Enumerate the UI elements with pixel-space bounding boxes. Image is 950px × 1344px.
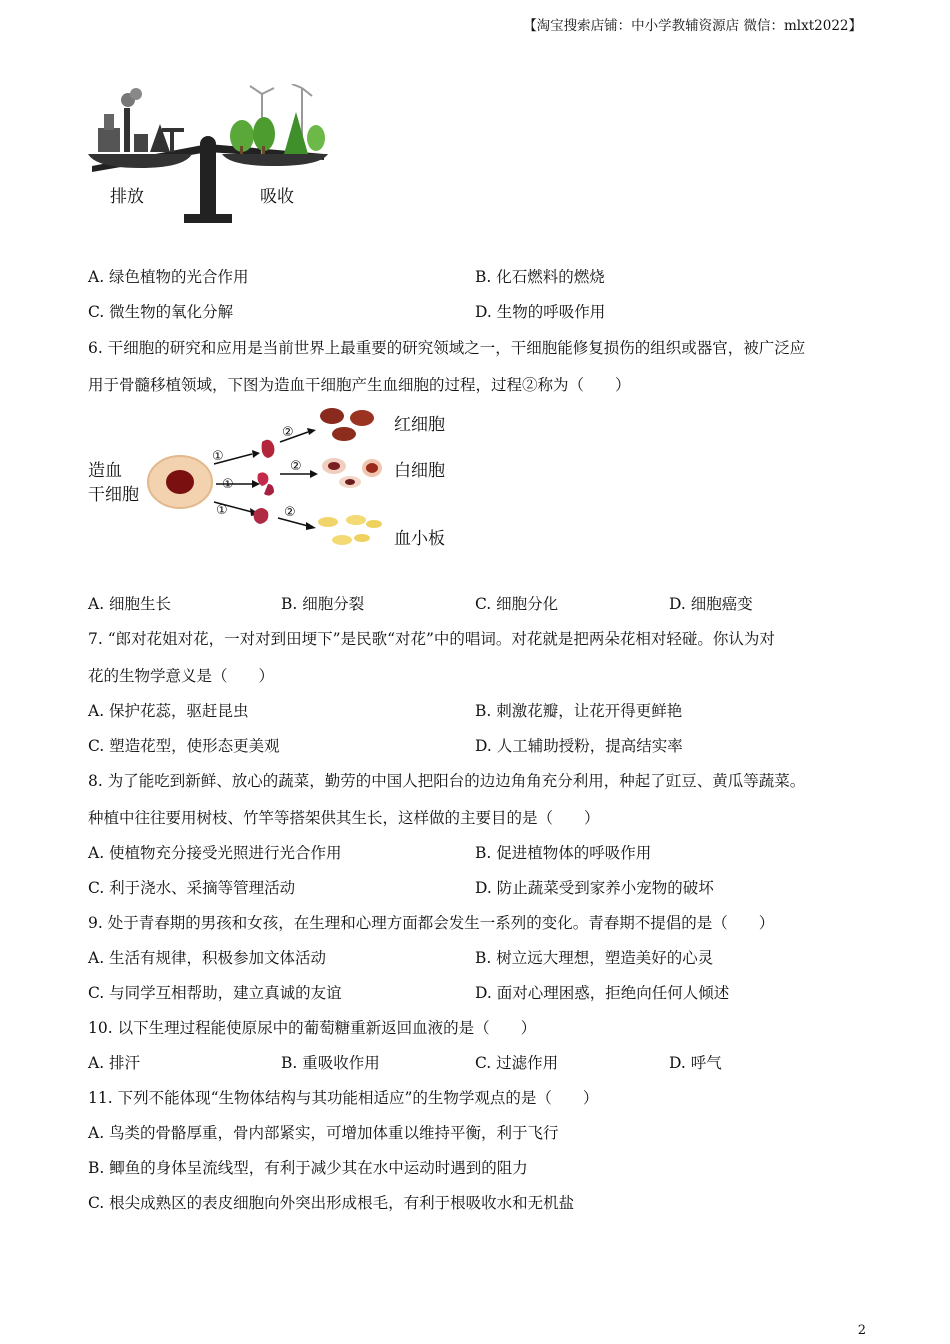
q7-stem-line2: 花的生物学意义是（ ） (88, 667, 275, 685)
step1-label-mid: ① (222, 477, 234, 492)
q10-option-d: D. 呼气 (669, 1054, 722, 1072)
q8-option-b: B. 促进植物体的呼吸作用 (475, 844, 652, 862)
q7-option-b: B. 刺激花瓣，让花开得更鲜艳 (475, 702, 683, 720)
q5-option-b: B. 化石燃料的燃烧 (475, 268, 605, 286)
q8-stem-line2: 种植中往往要用树枝、竹竿等搭架供其生长，这样做的主要目的是（ ） (88, 809, 600, 827)
q7-option-a: A. 保护花蕊，驱赶昆虫 (88, 702, 249, 720)
q7-stem-line1: 7. “郎对花姐对花，一对对到田埂下”是民歌“对花”中的唱词。对花就是把两朵花相对轻碰。你认为对 (88, 630, 775, 648)
q9-option-a: A. 生活有规律，积极参加文体活动 (88, 949, 327, 967)
q6-option-a: A. 细胞生长 (88, 595, 172, 613)
q6-stem-line1: 6. 干细胞的研究和应用是当前世界上最重要的研究领域之一，干细胞能修复损伤的组织或器官，被广泛应 (88, 339, 806, 357)
q5-option-d: D. 生物的呼吸作用 (475, 303, 606, 321)
red-cell-label: 红细胞 (394, 415, 445, 435)
carbon-balance-figure (84, 84, 334, 229)
red-blood-cells-icon (320, 408, 374, 441)
q11-stem-line1: 11. 下列不能体现“生物体结构与其功能相适应”的生物学观点的是（ ） (88, 1089, 599, 1107)
q6-option-c: C. 细胞分化 (475, 595, 559, 613)
step2-label-mid: ② (290, 459, 302, 474)
q10-stem-line1: 10. 以下生理过程能使原尿中的葡萄糖重新返回血液的是（ ） (88, 1019, 537, 1037)
q10-option-b: B. 重吸收作用 (281, 1054, 380, 1072)
q9-stem-line1: 9. 处于青春期的男孩和女孩，在生理和心理方面都会发生一系列的变化。青春期不提倡的是（ ） (88, 914, 775, 932)
q6-option-d: D. 细胞癌变 (669, 595, 753, 613)
q8-option-d: D. 防止蔬菜受到家养小宠物的破坏 (475, 879, 714, 897)
q6-option-b: B. 细胞分裂 (281, 595, 365, 613)
page-number: 2 (857, 1323, 866, 1338)
balance-left-label: 排放 (110, 187, 144, 207)
q5-option-c: C. 微生物的氧化分解 (88, 303, 234, 321)
step1-label-top: ① (212, 449, 224, 464)
page-header: 【淘宝搜索店铺：中小学教辅资源店 微信：mlxt2022】 (523, 18, 862, 34)
q7-option-c: C. 塑造花型，使形态更美观 (88, 737, 280, 755)
q11-option-c: C. 根尖成熟区的表皮细胞向外突出形成根毛，有利于根吸收水和无机盐 (88, 1194, 575, 1212)
q5-option-a: A. 绿色植物的光合作用 (88, 268, 249, 286)
q11-option-b: B. 鲫鱼的身体呈流线型，有利于减少其在水中运动时遇到的阻力 (88, 1159, 528, 1177)
q9-option-c: C. 与同学互相帮助，建立真诚的友谊 (88, 984, 342, 1002)
q7-option-d: D. 人工辅助授粉，提高结实率 (475, 737, 683, 755)
blood-cell-figure (84, 402, 464, 562)
step2-label-bottom: ② (284, 505, 296, 520)
step2-label-top: ② (282, 425, 294, 440)
platelet-label: 血小板 (394, 529, 445, 549)
stem-cell-label-line1: 造血 (88, 461, 122, 481)
q9-option-d: D. 面对心理困惑，拒绝向任何人倾述 (475, 984, 730, 1002)
q10-option-a: A. 排汗 (88, 1054, 141, 1072)
platelets-icon (318, 515, 382, 545)
factory-icon (98, 88, 184, 152)
q8-stem-line1: 8. 为了能吃到新鲜、放心的蔬菜，勤劳的中国人把阳台的边边角角充分利用，种起了豇豆、黄瓜等蔬菜。 (88, 772, 806, 790)
q11-option-a: A. 鸟类的骨骼厚重，骨内部紧实，可增加体重以维持平衡，利于飞行 (88, 1124, 559, 1142)
stem-cell-icon (148, 456, 212, 508)
q6-stem-line2: 用于骨髓移植领域，下图为造血干细胞产生血细胞的过程，过程②称为（ ） (88, 376, 631, 394)
balance-right-label: 吸收 (260, 187, 294, 207)
trees-windmills-icon (230, 84, 325, 154)
q8-option-a: A. 使植物充分接受光照进行光合作用 (88, 844, 342, 862)
q9-option-b: B. 树立远大理想，塑造美好的心灵 (475, 949, 714, 967)
stem-cell-label-line2: 干细胞 (88, 485, 139, 505)
step1-label-bottom: ① (216, 503, 228, 518)
white-blood-cells-icon (322, 458, 382, 488)
q10-option-c: C. 过滤作用 (475, 1054, 559, 1072)
white-cell-label: 白细胞 (394, 461, 445, 481)
q8-option-c: C. 利于浇水、采摘等管理活动 (88, 879, 296, 897)
